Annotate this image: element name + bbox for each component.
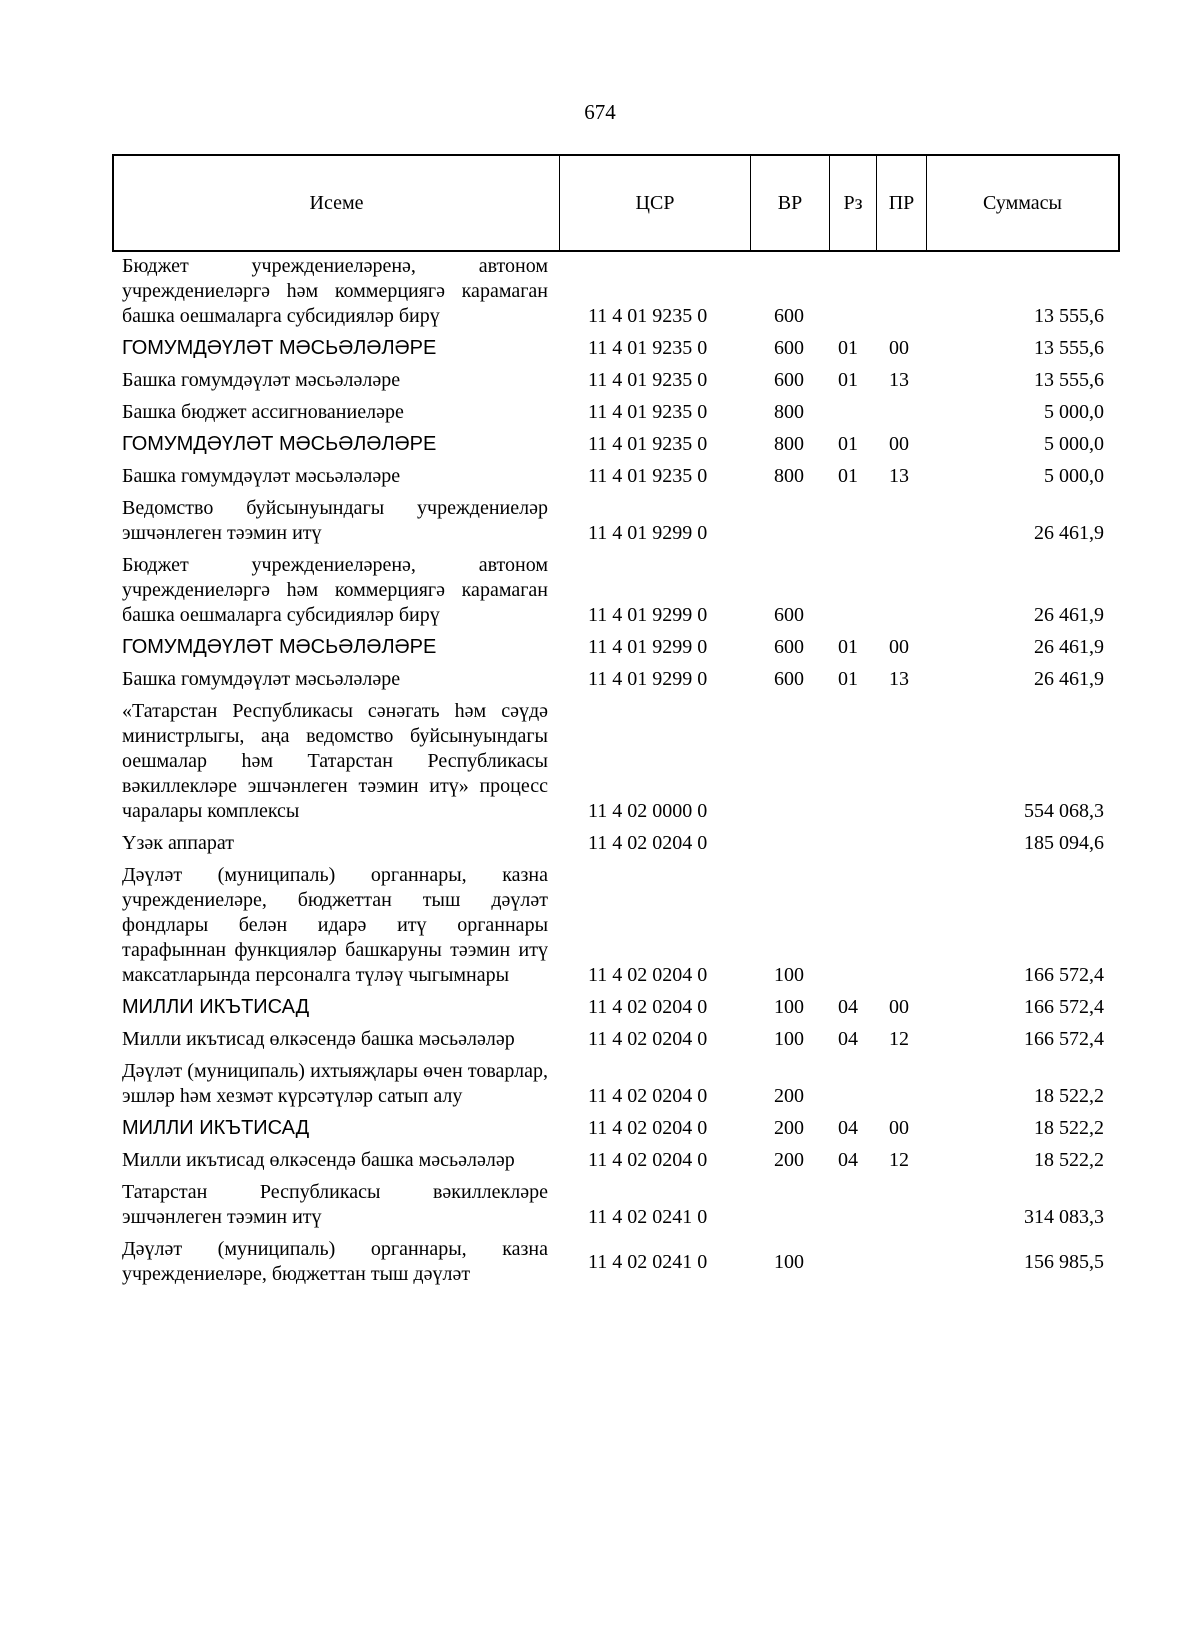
row-pr: 00	[889, 636, 909, 658]
row-vr: 600	[774, 305, 804, 327]
row-csr: 11 4 01 9299 0	[588, 668, 708, 690]
row-csr: 11 4 02 0241 0	[588, 1251, 708, 1273]
row-sum: 26 461,9	[1034, 668, 1104, 690]
row-name: ГОМУМДӘҮЛӘТ МӘСЬӘЛӘЛӘРЕ	[122, 636, 437, 658]
row-vr: 600	[774, 668, 804, 690]
row-vr: 100	[774, 1028, 804, 1050]
row-pr: 00	[889, 337, 909, 359]
row-vr: 800	[774, 465, 804, 487]
row-vr: 800	[774, 401, 804, 423]
table-row	[0, 368, 1200, 393]
row-csr: 11 4 01 9235 0	[588, 305, 708, 327]
row-name: Башка гомумдәүләт мәсьәләләре	[122, 465, 401, 487]
row-csr: 11 4 01 9235 0	[588, 465, 708, 487]
row-pr: 00	[889, 1117, 909, 1139]
table-row	[0, 553, 1200, 628]
row-name: Башка бюджет ассигнованиеләре	[122, 401, 404, 423]
row-vr: 200	[774, 1149, 804, 1171]
row-name: Үзәк аппарат	[122, 832, 234, 854]
row-sum: 13 555,6	[1034, 369, 1104, 391]
row-pr: 00	[889, 433, 909, 455]
table-row	[0, 400, 1200, 425]
row-vr: 600	[774, 604, 804, 626]
row-sum: 13 555,6	[1034, 305, 1104, 327]
row-pr: 13	[889, 668, 909, 690]
row-sum: 166 572,4	[1024, 964, 1104, 986]
row-pr: 12	[889, 1028, 909, 1050]
row-rz: 01	[838, 668, 858, 690]
row-csr: 11 4 01 9235 0	[588, 433, 708, 455]
table-row	[0, 667, 1200, 692]
table-row	[0, 635, 1200, 660]
row-csr: 11 4 01 9235 0	[588, 337, 708, 359]
row-csr: 11 4 02 0204 0	[588, 996, 708, 1018]
row-rz: 04	[838, 1149, 858, 1171]
row-rz: 01	[838, 465, 858, 487]
row-csr: 11 4 02 0204 0	[588, 964, 708, 986]
header-sum: Суммасы	[983, 191, 1062, 214]
row-csr: 11 4 02 0000 0	[588, 800, 708, 822]
table-row	[0, 432, 1200, 457]
table-row	[0, 1237, 1200, 1287]
row-vr: 600	[774, 636, 804, 658]
row-name: Бюджет учреждениеләренә, автоном учреждениеләргә һәм коммерциягә карамаган башка оешмаларга субсидияләр бирү	[122, 255, 548, 327]
row-sum: 13 555,6	[1034, 337, 1104, 359]
table-row	[0, 1027, 1200, 1052]
header-csr: ЦСР	[560, 156, 751, 250]
row-vr: 200	[774, 1117, 804, 1139]
row-sum: 156 985,5	[1024, 1251, 1104, 1273]
table-row	[0, 464, 1200, 489]
row-sum: 314 083,3	[1024, 1206, 1104, 1228]
row-csr: 11 4 02 0204 0	[588, 1085, 708, 1107]
table-row	[0, 863, 1200, 988]
row-pr: 13	[889, 465, 909, 487]
row-csr: 11 4 02 0204 0	[588, 1028, 708, 1050]
row-name: «Татарстан Республикасы сәнәгать һәм сәүдә министрлыгы, аңа ведомство буйсынуындагы оешмалар һәм Татарстан Республикасы вәкиллекләре эшчәнлеген тәэмин итү» процесс чаралары комплексы	[122, 700, 548, 822]
row-name: Дәүләт (муниципаль) ихтыяҗлары өчен товарлар, эшләр һәм хезмәт күрсәтүләр сатып алу	[122, 1060, 548, 1107]
row-vr: 100	[774, 996, 804, 1018]
table-header	[112, 154, 1120, 252]
row-name: Дәүләт (муниципаль) органнары, казна учреждениеләре, бюджеттан тыш дәүләт	[122, 1238, 548, 1285]
row-sum: 5 000,0	[1044, 433, 1104, 455]
row-name: Татарстан Республикасы вәкиллекләре эшчәнлеген тәэмин итү	[122, 1181, 548, 1228]
row-vr: 600	[774, 337, 804, 359]
table-row	[0, 699, 1200, 824]
row-name: Бюджет учреждениеләренә, автоном учреждениеләргә һәм коммерциягә карамаган башка оешмаларга субсидияләр бирү	[122, 554, 548, 626]
row-name: Башка гомумдәүләт мәсьәләләре	[122, 668, 401, 690]
row-csr: 11 4 01 9235 0	[588, 369, 708, 391]
row-rz: 01	[838, 337, 858, 359]
row-vr: 200	[774, 1085, 804, 1107]
row-name: Милли икътисад өлкәсендә башка мәсьәләләр	[122, 1028, 515, 1050]
row-sum: 5 000,0	[1044, 465, 1104, 487]
row-name: МИЛЛИ ИКЪТИСАД	[122, 1117, 310, 1139]
row-pr: 00	[889, 996, 909, 1018]
row-csr: 11 4 01 9299 0	[588, 636, 708, 658]
table-row	[0, 995, 1200, 1020]
row-csr: 11 4 02 0241 0	[588, 1206, 708, 1228]
row-name: ГОМУМДӘҮЛӘТ МӘСЬӘЛӘЛӘРЕ	[122, 433, 437, 455]
row-csr: 11 4 02 0204 0	[588, 832, 708, 854]
table-row	[0, 831, 1200, 856]
row-name: Милли икътисад өлкәсендә башка мәсьәләләр	[122, 1149, 515, 1171]
row-name: Ведомство буйсынуындагы учреждениеләр эшчәнлеген тәэмин итү	[122, 497, 548, 544]
table-row	[0, 1180, 1200, 1230]
table-row	[0, 254, 1200, 329]
row-pr: 12	[889, 1149, 909, 1171]
table-row	[0, 336, 1200, 361]
row-name: Дәүләт (муниципаль) органнары, казна учреждениеләре, бюджеттан тыш дәүләт фондлары белән идарә итү органнары тарафыннан функцияләр башкаруны тәэмин итү максатларында персоналга түләү чыгымнары	[122, 864, 548, 986]
row-sum: 554 068,3	[1024, 800, 1104, 822]
row-rz: 01	[838, 433, 858, 455]
row-sum: 26 461,9	[1034, 522, 1104, 544]
row-csr: 11 4 01 9299 0	[588, 522, 708, 544]
row-vr: 800	[774, 433, 804, 455]
header-name: Исеме	[114, 156, 560, 250]
table-row	[0, 496, 1200, 546]
row-name: МИЛЛИ ИКЪТИСАД	[122, 996, 310, 1018]
row-csr: 11 4 01 9235 0	[588, 401, 708, 423]
row-pr: 13	[889, 369, 909, 391]
row-name: ГОМУМДӘҮЛӘТ МӘСЬӘЛӘЛӘРЕ	[122, 337, 437, 359]
row-sum: 5 000,0	[1044, 401, 1104, 423]
row-rz: 01	[838, 369, 858, 391]
row-sum: 166 572,4	[1024, 1028, 1104, 1050]
row-rz: 04	[838, 1028, 858, 1050]
header-pr: ПР	[877, 156, 927, 250]
row-csr: 11 4 02 0204 0	[588, 1149, 708, 1171]
header-rz: Рз	[830, 156, 877, 250]
row-sum: 18 522,2	[1034, 1117, 1104, 1139]
table-body	[0, 254, 1200, 1294]
row-sum: 26 461,9	[1034, 604, 1104, 626]
row-csr: 11 4 01 9299 0	[588, 604, 708, 626]
row-sum: 185 094,6	[1024, 832, 1104, 854]
table-row	[0, 1116, 1200, 1141]
row-sum: 166 572,4	[1024, 996, 1104, 1018]
row-vr: 100	[774, 1251, 804, 1273]
row-rz: 01	[838, 636, 858, 658]
row-sum: 26 461,9	[1034, 636, 1104, 658]
row-sum: 18 522,2	[1034, 1149, 1104, 1171]
row-rz: 04	[838, 996, 858, 1018]
row-vr: 600	[774, 369, 804, 391]
page-number: 674	[584, 100, 616, 124]
table-row	[0, 1059, 1200, 1109]
row-name: Башка гомумдәүләт мәсьәләләре	[122, 369, 401, 391]
row-csr: 11 4 02 0204 0	[588, 1117, 708, 1139]
row-rz: 04	[838, 1117, 858, 1139]
row-vr: 100	[774, 964, 804, 986]
table-row	[0, 1148, 1200, 1173]
header-vr: ВР	[751, 156, 830, 250]
row-sum: 18 522,2	[1034, 1085, 1104, 1107]
